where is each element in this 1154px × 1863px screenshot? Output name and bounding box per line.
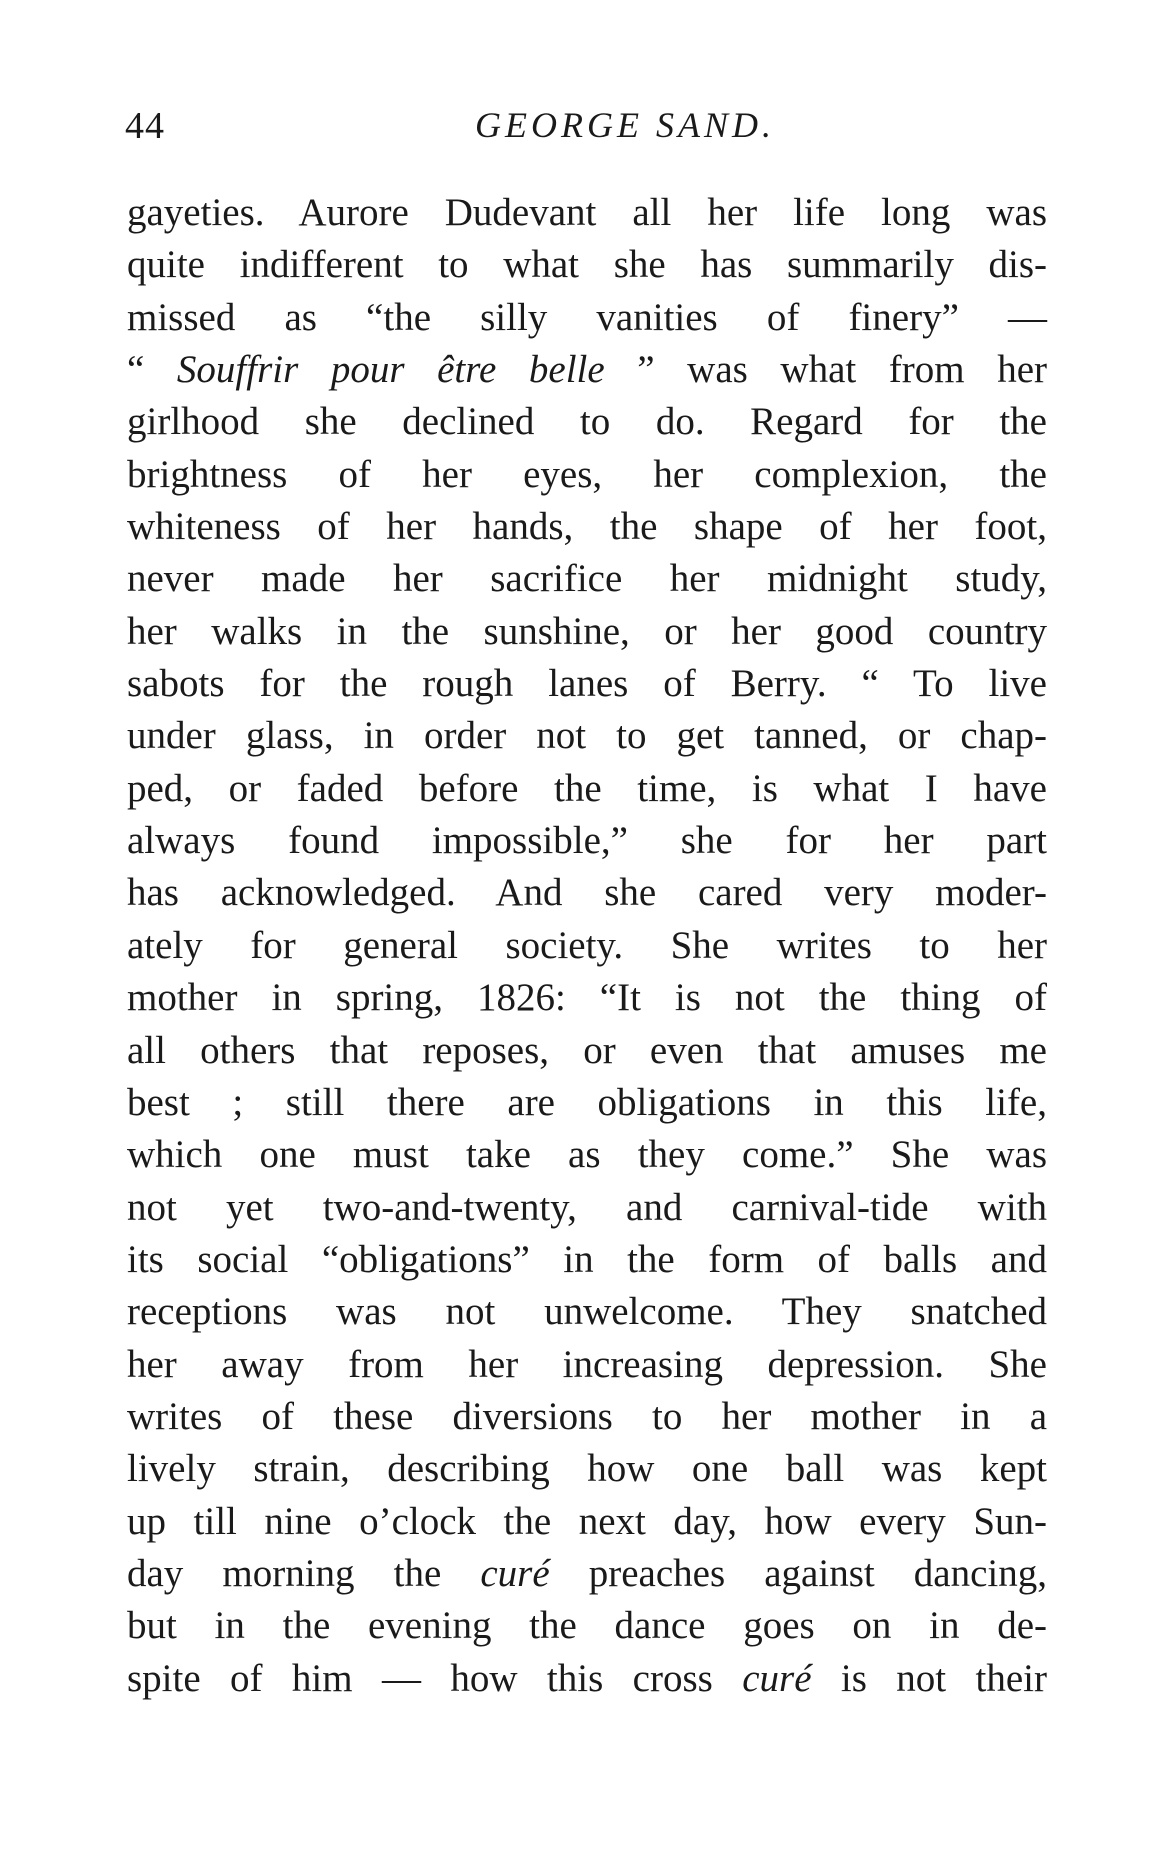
text-line: her walks in the sunshine, or her good country <box>127 609 1047 653</box>
text-line: gayeties. Aurore Dudevant all her life long was <box>127 191 1047 234</box>
text-line: quite indifferent to what she has summarily dis- <box>127 243 1047 287</box>
text-line: ately for general society. She writes to her <box>127 923 1047 967</box>
text-line: ped, or faded before the time, is what I have <box>127 766 1047 810</box>
text-line: has acknowledged. And she cared very moder- <box>127 871 1047 915</box>
text-line: writes of these diversions to her mother in a <box>127 1394 1047 1438</box>
text-line: lively strain, describing how one ball was kept <box>127 1447 1047 1491</box>
text-line: whiteness of her hands, the shape of her foot, <box>127 505 1047 549</box>
text-line: receptions was not unwelcome. They snatched <box>127 1290 1047 1334</box>
running-title: GEORGE SAND. <box>475 105 775 145</box>
text-line: sabots for the rough lanes of Berry. “ To live <box>127 662 1047 706</box>
body-text <box>127 187 1047 1705</box>
text-line: her away from her increasing depression. She <box>127 1342 1047 1386</box>
text-line: all others that reposes, or even that amuses me <box>127 1028 1047 1072</box>
text-line: day morning the curé preaches against dancing, <box>127 1551 1047 1595</box>
text-line: up till nine o’clock the next day, how every Sun- <box>127 1499 1047 1543</box>
text-line: spite of him — how this cross curé is not their <box>127 1656 1047 1700</box>
text-line: not yet two-and-twenty, and carnival-tide with <box>127 1185 1047 1229</box>
page-header <box>125 104 1045 154</box>
text-line: missed as “the silly vanities of finery” — <box>127 295 1047 339</box>
text-line: under glass, in order not to get tanned, or chap- <box>127 714 1047 758</box>
text-line: “ Souffrir pour être belle ” was what from her <box>127 348 1048 392</box>
text-line: always found impossible,” she for her part <box>127 819 1047 863</box>
text-line: best ; still there are obligations in this life, <box>127 1080 1047 1124</box>
text-line: girlhood she declined to do. Regard for the <box>127 400 1047 444</box>
text-line: mother in spring, 1826: “It is not the thing of <box>127 976 1047 1020</box>
text-line: but in the evening the dance goes on in de- <box>127 1604 1047 1648</box>
text-line: its social “obligations” in the form of balls and <box>127 1237 1047 1281</box>
page-number: 44 <box>125 105 165 147</box>
text-line: which one must take as they come.” She was <box>127 1133 1047 1177</box>
text-line: brightness of her eyes, her complexion, the <box>127 452 1047 496</box>
text-line: never made her sacrifice her midnight study, <box>127 557 1047 601</box>
